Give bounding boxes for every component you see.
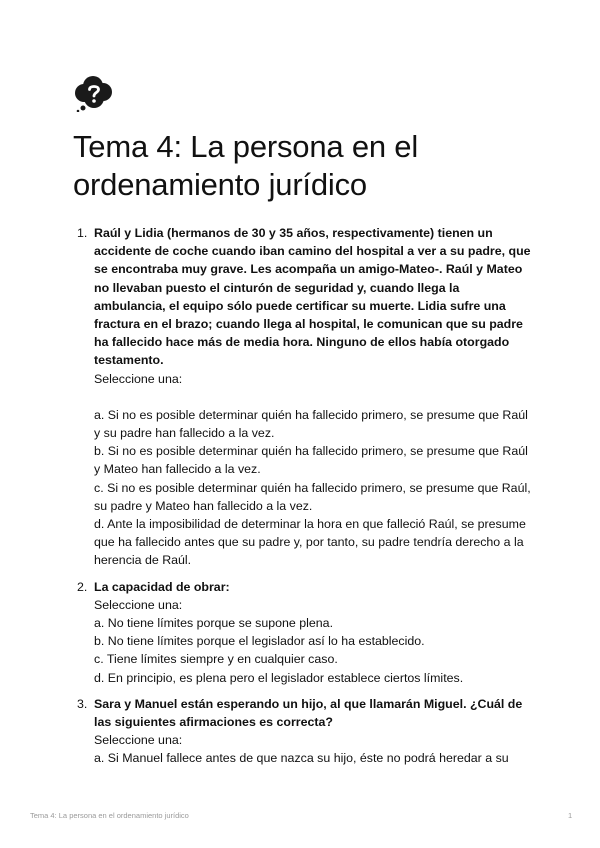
question-number: 2.	[77, 579, 88, 594]
option-b: b. No tiene límites porque el legislador así lo ha establecido.	[94, 634, 425, 649]
select-prompt: Seleccione una:	[94, 371, 183, 386]
option-d: d. Ante la imposibilidad de determinar la hora en que falleció Raúl, se presume que ha fallecido antes que su padre y, por tanto, su padre tendría derecho a la herencia de Raúl.	[94, 517, 526, 568]
select-prompt: Seleccione una:	[94, 597, 183, 612]
option-a: a. Si no es posible determinar quién ha fallecido primero, se presume que Raúl y su padre han fallecido a la vez.	[94, 407, 528, 441]
option-c: c. Tiene límites siempre y en cualquier caso.	[94, 652, 338, 667]
question-cloud-icon	[74, 76, 114, 112]
option-b: b. Si no es posible determinar quién ha fallecido primero, se presume que Raúl y Mateo han fallecido a la vez.	[94, 444, 528, 477]
blank-gap	[94, 388, 534, 406]
question-text: Sara y Manuel están esperando un hijo, al que llamarán Miguel. ¿Cuál de las siguientes afirmaciones es correcta?	[94, 696, 523, 730]
question-text: La capacidad de obrar:	[94, 579, 230, 594]
page-number: 1	[568, 811, 573, 820]
option-d: d. En principio, es plena pero el legislador establece ciertos límites.	[94, 670, 464, 685]
question-list	[77, 224, 534, 776]
question-item	[77, 578, 534, 687]
option-a: a. Si Manuel fallece antes de que nazca su hijo, éste no podrá heredar a su	[94, 751, 509, 766]
select-prompt: Seleccione una:	[94, 733, 183, 748]
option-c: c. Si no es posible determinar quién ha fallecido primero, se presume que Raúl, su padre y Mateo han fallecido a la vez.	[94, 480, 531, 513]
question-number: 1.	[77, 226, 88, 240]
option-a: a. No tiene límites porque se supone plena.	[94, 616, 334, 631]
footer-title: Tema 4: La persona en el ordenamiento jurídico	[30, 811, 189, 820]
question-item	[77, 224, 534, 570]
question-text: Raúl y Lidia (hermanos de 30 y 35 años, respectivamente) tienen un accidente de coche cuando iban camino del hospital a ver a su padre, que se encontraba muy grave. Les acompaña un amigo-Mateo-. Raúl y Mateo no llevaban puesto el cinturón de seguridad y, cuando llega la ambulancia, el equipo sólo puede certificar su muerte. Lidia sufre una fractura en el brazo; cuando llega al hospital, le comunican que su padre ha fallecido hace más de media hora. Ninguno de ellos había otorgado testamento.	[94, 226, 531, 368]
question-item	[77, 695, 534, 768]
question-number: 3.	[77, 696, 88, 711]
page-title: Tema 4: La persona en el ordenamiento jurídico	[73, 129, 419, 202]
